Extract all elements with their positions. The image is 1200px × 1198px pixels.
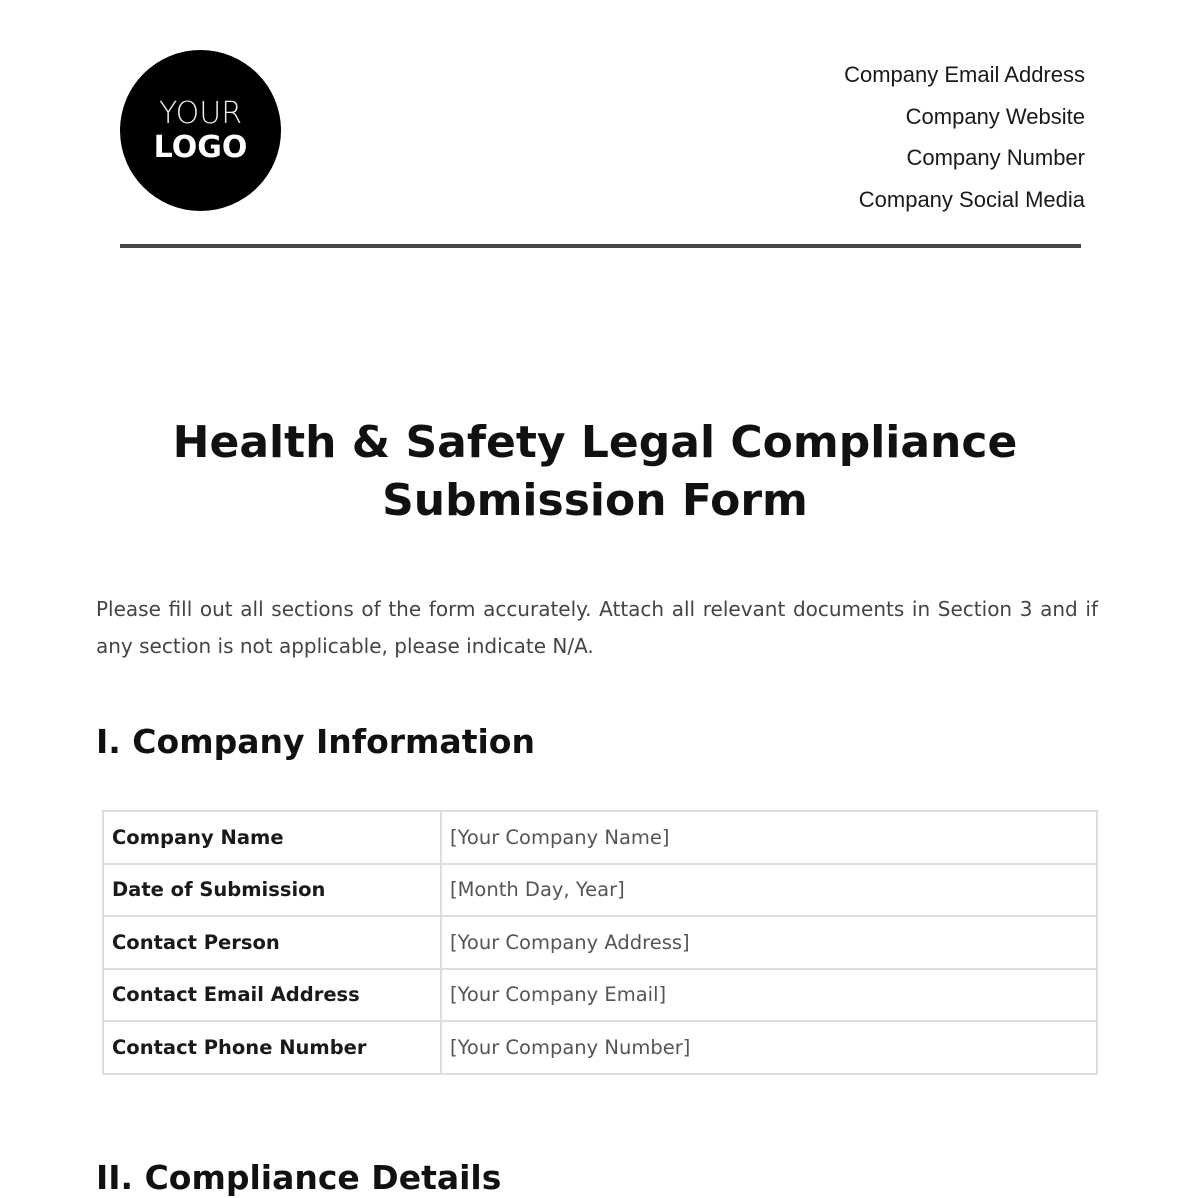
field-value[interactable]: [Month Day, Year] <box>441 864 1097 917</box>
table-row <box>103 1021 1097 1074</box>
section-heading-compliance-details: II. Compliance Details <box>96 1158 502 1197</box>
section-heading-company-information: I. Company Information <box>96 722 535 761</box>
field-value[interactable]: [Your Company Address] <box>441 916 1097 969</box>
company-website: Company Website <box>905 103 1085 129</box>
company-number: Company Number <box>906 145 1085 170</box>
table-row <box>103 969 1097 1022</box>
title-line-1: Health & Safety Legal Compliance <box>172 417 1018 468</box>
field-value[interactable]: [Your Company Email] <box>441 969 1097 1022</box>
company-logo <box>120 50 281 211</box>
logo-text-logo: LOGO <box>153 129 248 165</box>
table-row <box>103 864 1097 917</box>
field-label: Contact Person <box>103 916 441 969</box>
field-label: Company Name <box>103 811 441 864</box>
intro-paragraph: Please fill out all sections of the form accurately. Attach all relevant documents in Section 3 and if any section is not applicable, please indicate N/A. <box>96 597 1098 658</box>
table-row <box>103 811 1097 864</box>
field-label: Date of Submission <box>103 864 441 917</box>
logo-text-your: YOUR <box>158 95 243 131</box>
title-line-2: Submission Form <box>382 475 808 526</box>
document-title <box>0 414 1190 530</box>
company-information-table <box>102 810 1098 1075</box>
company-social-media: Company Social Media <box>858 186 1085 212</box>
field-value[interactable]: [Your Company Name] <box>441 811 1097 864</box>
header-divider <box>120 244 1081 248</box>
table-row <box>103 916 1097 969</box>
field-label: Contact Phone Number <box>103 1021 441 1074</box>
company-contact-block <box>844 54 1085 220</box>
field-label: Contact Email Address <box>103 969 441 1022</box>
company-email: Company Email Address <box>844 62 1085 87</box>
field-value[interactable]: [Your Company Number] <box>441 1021 1097 1074</box>
